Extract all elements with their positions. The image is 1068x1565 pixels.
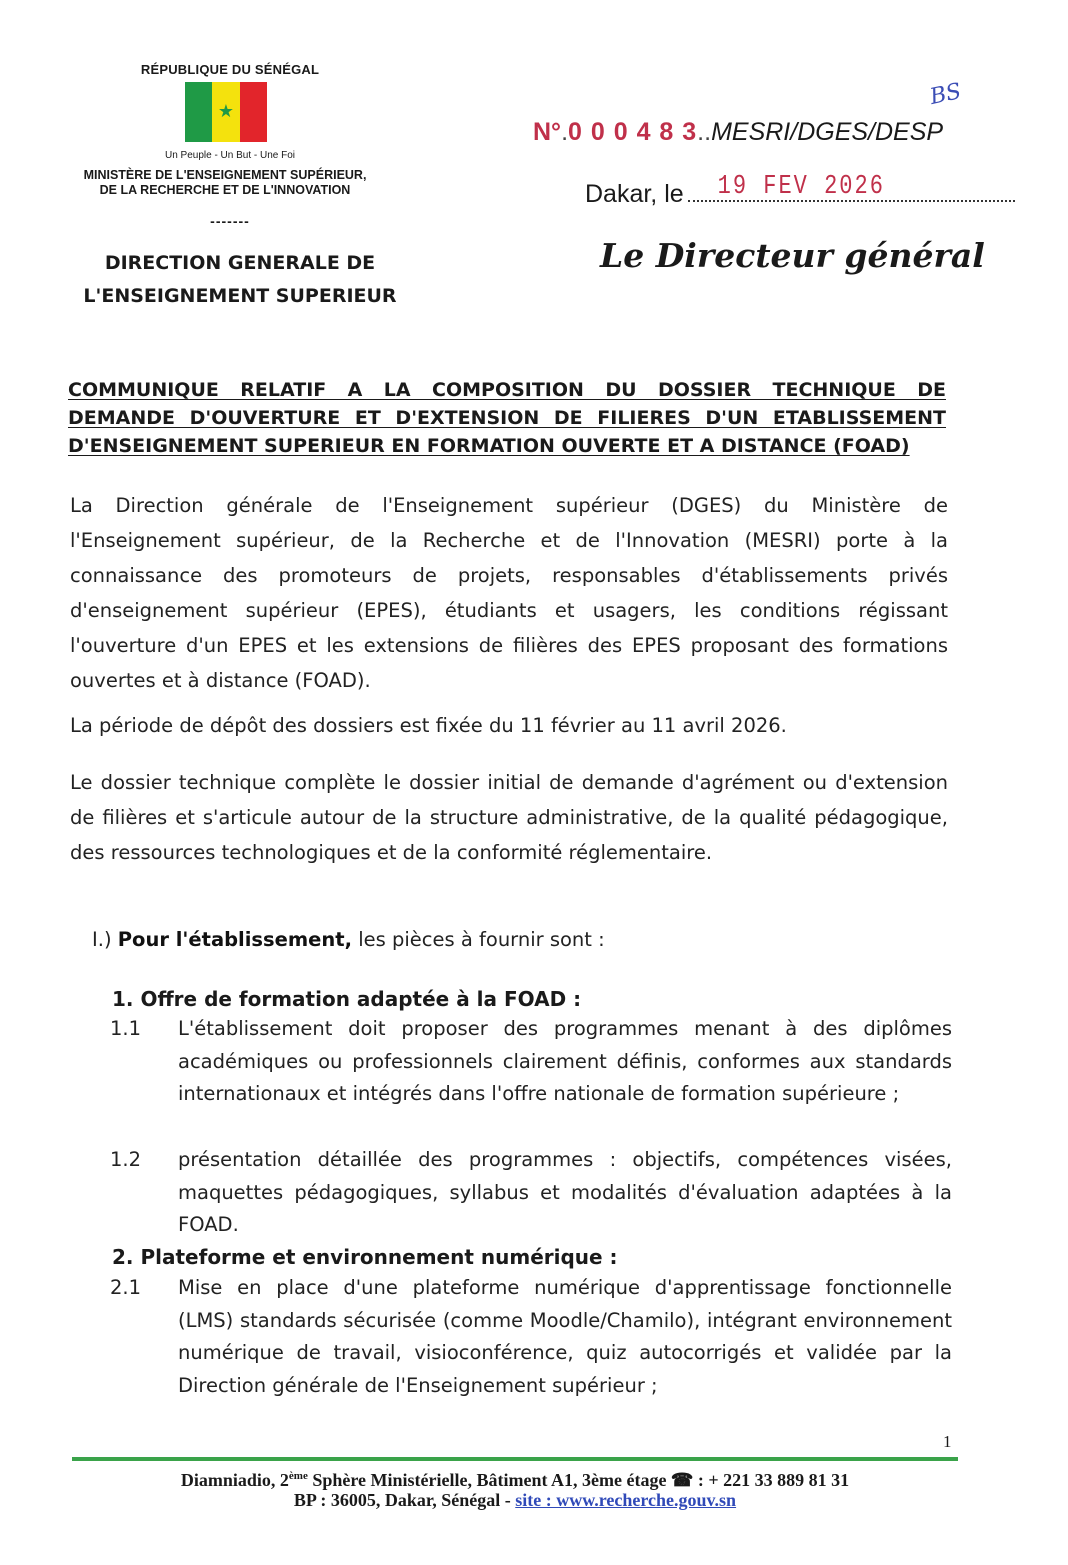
direction-line-1: DIRECTION GENERALE DE xyxy=(104,252,376,274)
date-stamp: 19 FEV 2026 xyxy=(717,171,885,202)
section-1-marker: I.) xyxy=(92,928,112,951)
date-field xyxy=(688,171,1015,202)
direction-name xyxy=(55,247,425,313)
list-item xyxy=(110,1013,952,1111)
footer-address xyxy=(72,1465,958,1491)
item-number: 2.1 xyxy=(110,1276,142,1299)
date-line xyxy=(585,171,1015,209)
technical-dossier-paragraph: Le dossier technique complète le dossier initial de demande d'agrément ou d'extension de filières et s'articule autour de la structure administrative, de la qualité pédagogique, des ressources technologiques et de la conformité réglementaire. xyxy=(70,771,948,864)
reference-digits: 0 0 0 4 8 3 xyxy=(568,118,698,146)
flag-green-band xyxy=(185,82,212,142)
section-1-rest: les pièces à fournir sont : xyxy=(358,928,605,951)
item-text: présentation détaillée des programmes : objectifs, compétences visées, maquettes pédagogiques, syllabus et modalités d'évaluation adaptées à la FOAD. xyxy=(178,1148,952,1236)
deposit-period-paragraph: La période de dépôt des dossiers est fixée du 11 février au 11 avril 2026. xyxy=(70,714,787,737)
page-number: 1 xyxy=(943,1432,952,1451)
section-1-intro xyxy=(92,922,605,957)
address-sup: ème xyxy=(288,1470,308,1482)
intro-paragraph: La Direction générale de l'Enseignement supérieur (DGES) du Ministère de l'Enseignement supérieur, de la Recherche et de l'Innovation (MESRI) porte à la connaissance des promoteurs de projets, responsables d'établissements privés d'enseignement supérieur (EPES), étudiants et usagers, les conditions régissant l'ouverture d'un EPES et les extensions de filières des EPES proposant des formations ouvertes et à distance (FOAD). xyxy=(70,494,948,692)
signatory-title: Le Directeur général xyxy=(600,236,985,275)
list-item xyxy=(110,1144,952,1242)
republic-label: RÉPUBLIQUE DU SÉNÉGAL xyxy=(140,62,320,77)
heading-plateforme: 2. Plateforme et environnement numérique : xyxy=(112,1245,618,1269)
address-end: Sphère Ministérielle, Bâtiment A1, 3ème étage ☎ : + 221 33 889 81 31 xyxy=(307,1470,850,1490)
item-text: L'établissement doit proposer des programmes menant à des diplômes académiques ou professionnels clairement définis, conformes aux standards internationaux et intégrés dans l'offre nationale de formation supérieure ; xyxy=(178,1017,952,1105)
item-text: Mise en place d'une plateforme numérique d'apprentissage fonctionnelle (LMS) standards sécurisée (comme Moodle/Chamilo), intégrant environnement numérique de travail, visioconférence, quiz autocorrigés et validée par la Direction générale de l'Enseignement supérieur ; xyxy=(178,1276,952,1397)
reference-suffix: MESRI/DGES/DESP xyxy=(711,118,944,146)
reference-number: N°.0 0 0 4 8 3..MESRI/DGES/DESP xyxy=(533,118,944,146)
section-1-bold: Pour l'établissement, xyxy=(117,928,353,951)
footer-divider xyxy=(72,1457,958,1461)
address-start: Diamniadio, 2 xyxy=(180,1470,289,1490)
flag-red-band xyxy=(240,82,267,142)
ministry-line-1: MINISTÈRE DE L'ENSEIGNEMENT SUPÉRIEUR, xyxy=(83,168,367,182)
item-number: 1.2 xyxy=(110,1148,142,1171)
ministry-name xyxy=(55,168,395,198)
list-item xyxy=(110,1272,952,1402)
title-line-2: DEMANDE D'OUVERTURE ET D'EXTENSION DE FILIERES D'UN ETABLISSEMENT xyxy=(68,407,946,429)
website-link[interactable]: site : www.recherche.gouv.sn xyxy=(515,1490,737,1510)
item-number: 1.1 xyxy=(110,1017,142,1040)
flag-star-icon: ★ xyxy=(217,101,235,122)
heading-offre-formation: 1. Offre de formation adaptée à la FOAD : xyxy=(112,987,582,1011)
date-label: Dakar, le xyxy=(585,180,684,208)
header-separator: ------- xyxy=(210,213,250,229)
national-motto: Un Peuple - Un But - Une Foi xyxy=(164,150,296,161)
senegal-flag-icon xyxy=(185,82,267,142)
flag-yellow-band xyxy=(212,82,239,142)
footer-bp: BP : 36005, Dakar, Sénégal - xyxy=(293,1490,511,1510)
reference-prefix: N° xyxy=(533,118,562,146)
ministry-line-2: DE LA RECHERCHE ET DE L'INNOVATION xyxy=(99,183,351,197)
communique-title xyxy=(68,376,946,460)
title-line-1: COMMUNIQUE RELATIF A LA COMPOSITION DU DOSSIER TECHNIQUE DE xyxy=(68,379,946,401)
handwritten-initials: BS xyxy=(927,79,964,110)
title-line-3: D'ENSEIGNEMENT SUPERIEUR EN FORMATION OUVERTE ET A DISTANCE (FOAD) xyxy=(68,435,910,457)
direction-line-2: L'ENSEIGNEMENT SUPERIEUR xyxy=(83,285,397,307)
footer-contact xyxy=(72,1489,958,1511)
